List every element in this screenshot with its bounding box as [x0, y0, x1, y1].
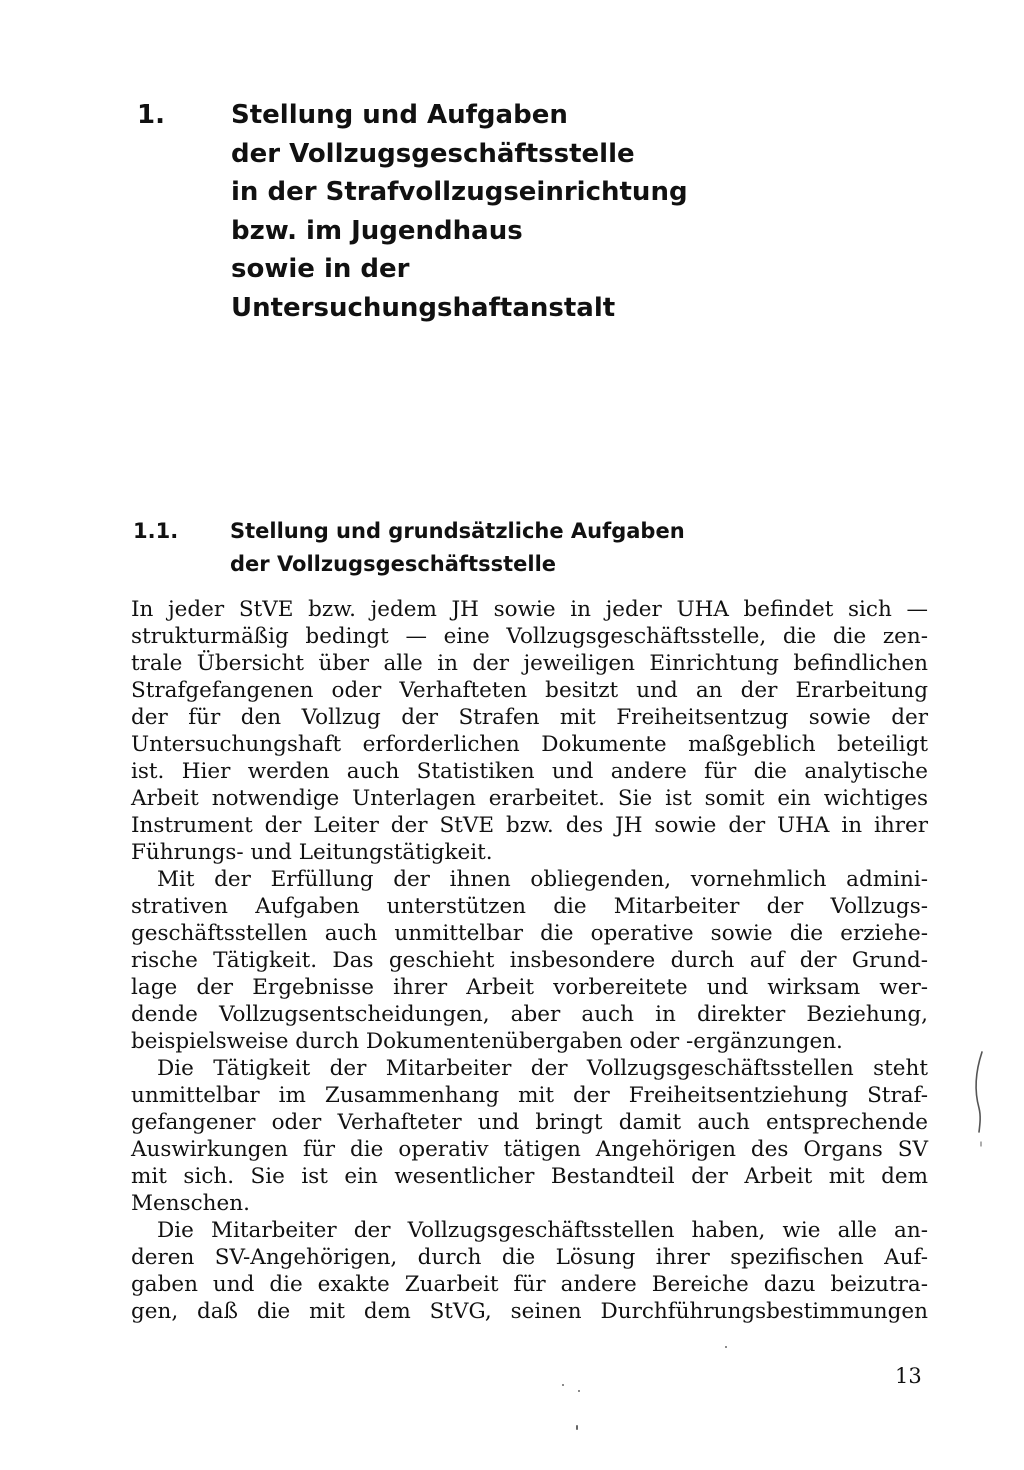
chapter-title: [231, 96, 931, 327]
body-line: lage der Ergebnisse ihrer Arbeit vorbereitete und wirksam wer-: [131, 975, 928, 1000]
body-line: Die Tätigkeit der Mitarbeiter der Vollzugsgeschäftsstellen steht: [157, 1056, 928, 1081]
body-line: strativen Aufgaben unterstützen die Mitarbeiter der Vollzugs-: [131, 894, 928, 919]
body-line: Die Mitarbeiter der Vollzugsgeschäftsstellen haben, wie alle an-: [157, 1218, 928, 1243]
chapter-number: 1.: [137, 100, 165, 130]
chapter-title-line: bzw. im Jugendhaus: [231, 215, 523, 246]
body-line: Menschen.: [131, 1191, 250, 1216]
body-line: Untersuchungshaft erforderlichen Dokumente maßgeblich beteiligt: [131, 732, 928, 757]
body-line: ist. Hier werden auch Statistiken und andere für die analytische: [131, 759, 928, 784]
body-line: gen, daß die mit dem StVG, seinen Durchführungsbestimmungen: [131, 1299, 928, 1324]
scan-speck: [725, 1346, 727, 1348]
page-number: 13: [895, 1364, 922, 1388]
body-line: strukturmäßig bedingt — eine Vollzugsgeschäftsstelle, die die zen-: [131, 624, 928, 649]
scan-speck: [562, 1384, 564, 1386]
section-title: [230, 515, 930, 581]
body-line: mit sich. Sie ist ein wesentlicher Bestandteil der Arbeit mit dem: [131, 1164, 928, 1189]
body-line: gefangener oder Verhafteter und bringt damit auch entsprechende: [131, 1110, 928, 1135]
margin-mark: [966, 1050, 996, 1160]
body-line: unmittelbar im Zusammenhang mit der Freiheitsentziehung Straf-: [131, 1083, 928, 1108]
body-line: Auswirkungen für die operativ tätigen Angehörigen des Organs SV: [131, 1137, 928, 1162]
body-text: [131, 596, 928, 1325]
chapter-title-line: Stellung und Aufgaben: [231, 100, 568, 130]
body-line: trale Übersicht über alle in der jeweiligen Einrichtung befindlichen: [131, 651, 928, 676]
body-line: rische Tätigkeit. Das geschieht insbesondere durch auf der Grund-: [131, 948, 928, 973]
body-line: beispielsweise durch Dokumentenübergaben oder -ergänzungen.: [131, 1029, 843, 1054]
body-line: der für den Vollzug der Strafen mit Freiheitsentzug sowie der: [131, 705, 928, 730]
body-line: Strafgefangenen oder Verhafteten besitzt und an der Erarbeitung: [131, 678, 928, 703]
section-title-line: Stellung und grundsätzliche Aufgaben: [230, 519, 685, 543]
section-title-line: der Vollzugsgeschäftsstelle: [230, 552, 557, 576]
body-line: geschäftsstellen auch unmittelbar die operative sowie die erziehe-: [131, 921, 928, 946]
section-number: 1.1.: [133, 519, 179, 543]
chapter-title-line: Untersuchungshaftanstalt: [231, 292, 616, 323]
body-line: Mit der Erfüllung der ihnen obliegenden, vornehmlich admini-: [157, 867, 928, 892]
chapter-title-line: sowie in der: [231, 254, 410, 284]
body-line: Führungs- und Leitungstätigkeit.: [131, 840, 493, 865]
chapter-title-line: der Vollzugsgeschäftsstelle: [231, 138, 635, 169]
body-line: dende Vollzugsentscheidungen, aber auch in direkter Beziehung,: [131, 1002, 928, 1027]
body-line: Instrument der Leiter der StVE bzw. des JH sowie der UHA in ihrer: [131, 813, 928, 838]
body-line: deren SV-Angehörigen, durch die Lösung ihrer spezifischen Auf-: [131, 1245, 928, 1270]
scan-speck: [578, 1390, 580, 1392]
body-line: Arbeit notwendige Unterlagen erarbeitet. Sie ist somit ein wichtiges: [131, 786, 928, 811]
chapter-title-line: in der Strafvollzugseinrichtung: [231, 177, 688, 207]
body-line: In jeder StVE bzw. jedem JH sowie in jeder UHA befindet sich —: [131, 597, 928, 622]
scan-speck: [576, 1425, 578, 1430]
body-line: gaben und die exakte Zuarbeit für andere Bereiche dazu beizutra-: [131, 1272, 928, 1297]
